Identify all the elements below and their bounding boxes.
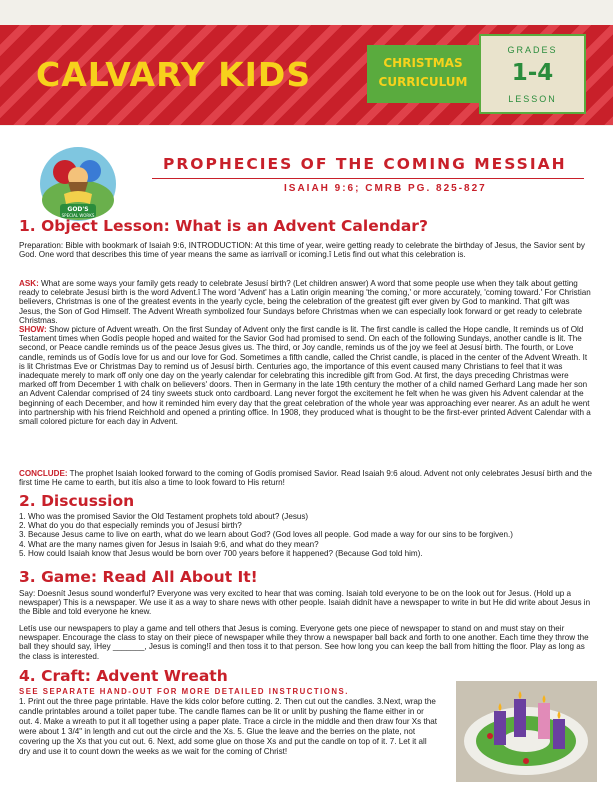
series-label — [367, 54, 479, 92]
list-item: 2. What do you do that especially reminds you of Jesusí birth? — [19, 521, 242, 531]
section-2-heading: 2. Discussion — [19, 492, 135, 510]
grades-label: GRADES — [507, 45, 558, 55]
logo-text-top: GOD'S — [67, 206, 89, 213]
section-3-paragraph-2: Letís use our newspapers to play a game and tell others that Jesus is coming. Everyone gets one piece of newspaper to stand on and must stay on their newspaper. Encourage the class to stay on their piece of newspaper while they throw a newspaper ball back and forth to one another. Each time they throw the ball they should say, ìHey _______, Jesus is coming!î and then toss it to that person. See how long you can keep the ball from hitting the floor. Play as long as the class is interested. — [19, 624, 589, 661]
section-1-conclude — [19, 469, 594, 487]
section-1-heading: 1. Object Lesson: What is an Advent Calendar? — [19, 217, 428, 235]
page-title: PROPHECIES OF THE COMING MESSIAH — [163, 155, 567, 173]
section-4-heading: 4. Craft: Advent Wreath — [19, 667, 228, 685]
series-line-1: CHRISTMAS — [383, 56, 463, 70]
grades-value: 1-4 — [511, 60, 554, 86]
list-item: 4. What are the many names given for Jesus in Isaiah 9:6, and what do they mean? — [19, 539, 319, 549]
logo-text-bottom: SPECIAL WORKS — [61, 213, 95, 218]
craft-handout-note: SEE SEPARATE HAND-OUT FOR MORE DETAILED INSTRUCTIONS. — [19, 687, 349, 696]
discussion-list — [19, 512, 594, 558]
conclude-label: CONCLUDE: — [19, 469, 68, 478]
series-line-2: CURRICULUM — [378, 75, 468, 89]
show-text: Show picture of Advent wreath. On the first Sunday of Advent only the first candle is lit. The first candle is called the Hope candle, It reminds us of Old Testament times when Godís people hoped and waited for the Savior God had promised to send. On each of the following Sundays, another candle is lit. The second, or Peace candle reminds us of the peace Jesus gives us. The third, or Joy candle, reminds us of the joy we feel at Jesusí birth. The fourth, or Love candle, reminds us of Godís love for us and our love for God. Sometimes a fifth candle, called the Christ candle, is placed in the center of the Advent Wreath. It is lit Christmas Eve or Christmas Day to remind us of Jesusí birth. Centuries ago, the importance of this event caused many Christians to feel that it was inadequate merely to mark off only one day on the yearly calendar for celebrating this incredible gift from God. At first, the days preceding Christmas were marked off from December 1 with chalk on believers' doors. Then in Germany in the late 19th century the mother of a child named Gerhard Lang made her son an Advent Calendar comprised of 24 tiny sweets stuck onto cardboard. Lang never forgot the excitement he felt when he was given his Advent calendar at the beginning of each December, and how it reminded him every day that the great celebration of the whole year was approaching ever nearer. As an adult he went into partnership with his friend Reichhold and opened a printing office. In 1908, they produced what is thought to be the first-ever printed Advent Calendar with a small colored picture for each day in Advent. — [19, 325, 591, 427]
section-1-preparation: Preparation: Bible with bookmark of Isaiah 9:6, INTRODUCTION: At this time of year, weire getting ready to celebrate the birthday of Jesus, the Savior sent by God. One word that describes this time of year means the same as iarrivalî or icoming.î Letis find out what this celebration is. — [19, 241, 585, 260]
lesson-label: LESSON — [508, 94, 557, 104]
list-item: 3. Because Jesus came to live on earth, what do we learn about God? (God loves all people. God made a way for our sins to be forgiven.) — [19, 530, 513, 540]
advent-wreath-craft-photo — [456, 681, 597, 782]
section-3-heading: 3. Game: Read All About It! — [19, 568, 258, 586]
scripture-reference: ISAIAH 9:6; CMRB PG. 825-827 — [284, 183, 487, 194]
brand-title: CALVARY KIDS — [36, 55, 312, 94]
gods-special-works-logo — [38, 144, 118, 224]
title-divider — [152, 178, 584, 179]
list-item: 5. How could Isaiah know that Jesus would be born over 700 years before it happened? (Because God told him). — [19, 548, 423, 558]
conclude-text: The prophet Isaiah looked forward to the coming of Godís promised Savior. Read Isaiah 9:6 aloud. Advent not only celebrates Jesusí birth and the first time He came to earth, but itís also a time to look foward to His return! — [19, 469, 593, 488]
section-3-paragraph-1: Say: Doesnít Jesus sound wonderful? Everyone was very excited to hear that was coming. Isaiah told everyone to be on the look out for Jesus. (Hold up a newspaper) This is a newspaper. We use it as a way to share news with other people. Isaiah didnít have a newspaper to write in but He did write about Jesus in the Bible and told everyone he knew. — [19, 589, 591, 617]
ask-label: ASK: — [19, 279, 39, 288]
list-item: 1. Who was the promised Savior the Old Testament prophets told about? (Jesus) — [19, 512, 309, 521]
craft-instructions: 1. Print out the three page printable. Have the kids color before cutting. 2. Then cut out the candles. 3.Next, wrap the candle printables around a toilet paper tube. The candle flames can be lit or unlit by pushing the flame either in or out. 4. Make a wreath to put it all together using a paper plate. Trace a circle in the middle and then draw four Xs that were about 1 3/4" in length and cut out the circle and the Xs. 5. Glue the leave and the berries on the plate, not covering up the Xs that you cut out. 6. Next, add some glue on those Xs and put the candle on top of it. 7. Let it all dry and use it to count down the weeks as we wait for the coming of Christ! — [19, 697, 437, 756]
section-1-ask — [19, 279, 594, 426]
ask-text: What are some ways your family gets ready to celebrate Jesusí birth? (Let children answer) A word that some people use when they talk about getting ready to celebrate Jesusí birth is the word Advent.î The word 'Advent' has a Latin origin meaning 'the coming,' or more accurately, 'coming toward.' For Christian believers, Christmas is one of the greatest events in the yearly cycle, being the celebration of the greatest gift ever given by God to mankind. That gift was Jesus, the Son of God Himself. The Advent Wreath symbolized four Sundays before Christmas when we can especially look forward or get ready to celebrate Christmas. — [19, 279, 591, 325]
show-label: SHOW: — [19, 325, 47, 335]
